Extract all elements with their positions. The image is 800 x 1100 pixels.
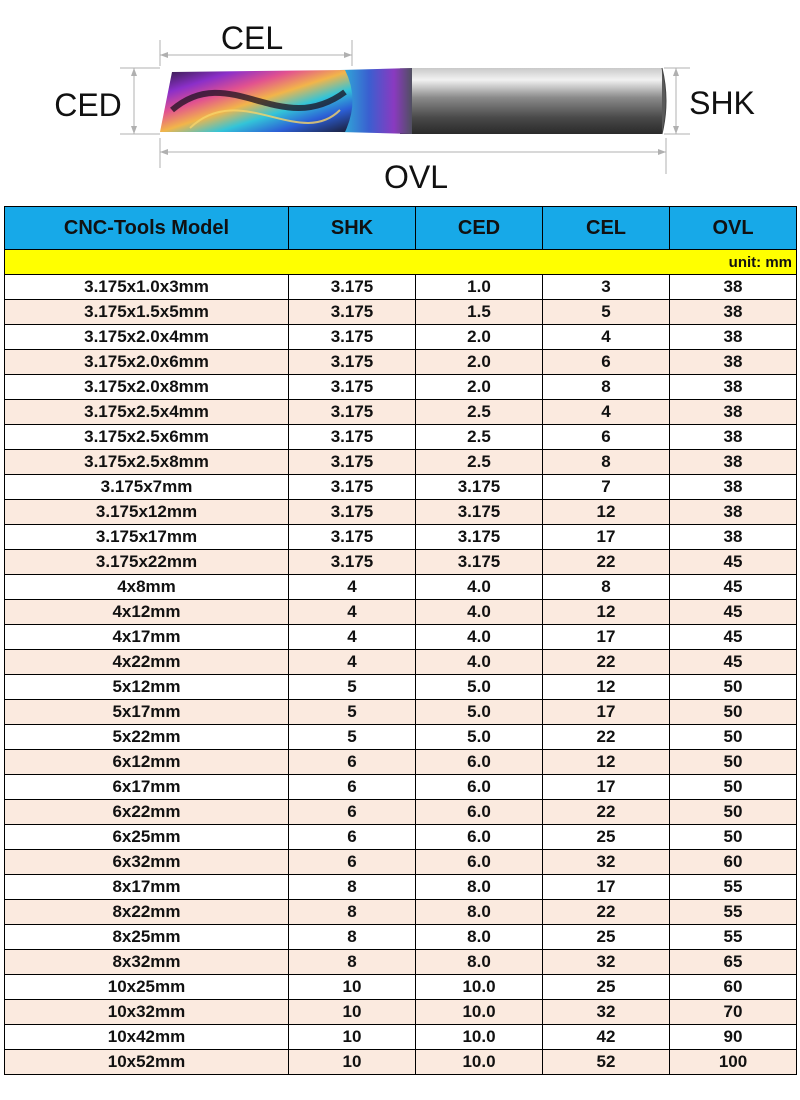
ced-arrow-bottom — [131, 126, 137, 134]
cell-model: 8x32mm — [5, 950, 289, 975]
table-row — [5, 425, 797, 450]
cell-model: 8x22mm — [5, 900, 289, 925]
cell-model: 10x32mm — [5, 1000, 289, 1025]
cell-ced: 2.0 — [416, 375, 543, 400]
col-header-cel: CEL — [543, 207, 670, 250]
table-row — [5, 625, 797, 650]
cell-ovl: 45 — [670, 550, 797, 575]
table-row — [5, 775, 797, 800]
cell-ced: 6.0 — [416, 800, 543, 825]
table-row — [5, 1000, 797, 1025]
header-row — [5, 207, 797, 250]
end-mill-illustration — [160, 68, 666, 134]
cell-shk: 3.175 — [289, 475, 416, 500]
shk-arrow-top — [673, 68, 679, 76]
cell-ovl: 45 — [670, 575, 797, 600]
col-header-ced: CED — [416, 207, 543, 250]
cel-label: CEL — [220, 20, 284, 56]
cell-ced: 8.0 — [416, 900, 543, 925]
cell-ced: 2.0 — [416, 350, 543, 375]
cell-cel: 22 — [543, 900, 670, 925]
cell-cel: 32 — [543, 1000, 670, 1025]
cel-arrow-left — [160, 52, 168, 58]
cell-model: 3.175x1.5x5mm — [5, 300, 289, 325]
cell-shk: 5 — [289, 675, 416, 700]
cell-shk: 10 — [289, 1050, 416, 1075]
cell-ced: 3.175 — [416, 475, 543, 500]
cell-model: 3.175x2.5x8mm — [5, 450, 289, 475]
cell-ced: 6.0 — [416, 825, 543, 850]
cell-cel: 8 — [543, 450, 670, 475]
cell-model: 4x22mm — [5, 650, 289, 675]
table-row — [5, 950, 797, 975]
table-row — [5, 325, 797, 350]
cell-shk: 8 — [289, 925, 416, 950]
table-row — [5, 1050, 797, 1075]
cell-ovl: 38 — [670, 525, 797, 550]
cell-cel: 12 — [543, 600, 670, 625]
cell-model: 3.175x22mm — [5, 550, 289, 575]
cell-shk: 4 — [289, 625, 416, 650]
cell-ovl: 60 — [670, 975, 797, 1000]
cell-model: 6x12mm — [5, 750, 289, 775]
cell-cel: 25 — [543, 925, 670, 950]
cell-cel: 17 — [543, 875, 670, 900]
unit-label: unit: mm — [5, 250, 797, 275]
cell-model: 8x25mm — [5, 925, 289, 950]
cell-cel: 25 — [543, 975, 670, 1000]
cell-cel: 22 — [543, 725, 670, 750]
cell-ced: 2.5 — [416, 400, 543, 425]
table-row — [5, 525, 797, 550]
cell-model: 3.175x2.5x4mm — [5, 400, 289, 425]
table-row — [5, 400, 797, 425]
table-row — [5, 1025, 797, 1050]
ovl-label: OVL — [383, 159, 449, 195]
unit-row — [5, 250, 797, 275]
cell-ovl: 90 — [670, 1025, 797, 1050]
cell-model: 6x32mm — [5, 850, 289, 875]
table-row — [5, 875, 797, 900]
cell-ced: 4.0 — [416, 600, 543, 625]
cell-ovl: 38 — [670, 300, 797, 325]
spec-table — [4, 206, 797, 1075]
cell-cel: 6 — [543, 425, 670, 450]
cell-ced: 5.0 — [416, 725, 543, 750]
cell-cel: 32 — [543, 850, 670, 875]
cell-ovl: 38 — [670, 325, 797, 350]
table-row — [5, 450, 797, 475]
cell-cel: 3 — [543, 275, 670, 300]
cell-ced: 10.0 — [416, 975, 543, 1000]
cell-ovl: 55 — [670, 925, 797, 950]
table-row — [5, 650, 797, 675]
cell-ovl: 60 — [670, 850, 797, 875]
ced-arrow-top — [131, 68, 137, 76]
cell-model: 10x42mm — [5, 1025, 289, 1050]
tool-shank — [400, 68, 662, 134]
table-row — [5, 725, 797, 750]
cell-ovl: 45 — [670, 600, 797, 625]
ced-label: CED — [54, 87, 122, 123]
cell-model: 4x8mm — [5, 575, 289, 600]
cell-shk: 3.175 — [289, 425, 416, 450]
cell-ovl: 50 — [670, 725, 797, 750]
cell-model: 5x12mm — [5, 675, 289, 700]
cell-cel: 25 — [543, 825, 670, 850]
cell-ced: 4.0 — [416, 625, 543, 650]
cell-ovl: 38 — [670, 500, 797, 525]
cell-ced: 5.0 — [416, 675, 543, 700]
cell-shk: 6 — [289, 800, 416, 825]
spec-table-body — [5, 275, 797, 1075]
table-row — [5, 700, 797, 725]
cell-cel: 17 — [543, 700, 670, 725]
cell-cel: 4 — [543, 325, 670, 350]
cell-shk: 10 — [289, 1000, 416, 1025]
table-row — [5, 375, 797, 400]
cell-ced: 6.0 — [416, 775, 543, 800]
cell-ced: 2.0 — [416, 325, 543, 350]
cell-cel: 32 — [543, 950, 670, 975]
cell-shk: 4 — [289, 600, 416, 625]
cell-shk: 6 — [289, 750, 416, 775]
cell-model: 3.175x2.5x6mm — [5, 425, 289, 450]
cell-cel: 22 — [543, 550, 670, 575]
table-row — [5, 500, 797, 525]
cell-cel: 17 — [543, 625, 670, 650]
cell-model: 10x52mm — [5, 1050, 289, 1075]
cell-ovl: 100 — [670, 1050, 797, 1075]
cell-ced: 1.0 — [416, 275, 543, 300]
cell-ovl: 38 — [670, 475, 797, 500]
cell-cel: 6 — [543, 350, 670, 375]
cell-model: 3.175x2.0x8mm — [5, 375, 289, 400]
cell-model: 3.175x7mm — [5, 475, 289, 500]
cell-ced: 10.0 — [416, 1050, 543, 1075]
cell-cel: 4 — [543, 400, 670, 425]
cell-shk: 10 — [289, 1025, 416, 1050]
cell-shk: 4 — [289, 650, 416, 675]
table-row — [5, 550, 797, 575]
cell-model: 6x22mm — [5, 800, 289, 825]
cell-cel: 17 — [543, 525, 670, 550]
cell-ovl: 50 — [670, 700, 797, 725]
cell-cel: 17 — [543, 775, 670, 800]
table-row — [5, 850, 797, 875]
table-row — [5, 300, 797, 325]
table-row — [5, 600, 797, 625]
cell-shk: 3.175 — [289, 400, 416, 425]
cell-shk: 3.175 — [289, 450, 416, 475]
cell-ovl: 50 — [670, 825, 797, 850]
table-row — [5, 575, 797, 600]
cell-ced: 3.175 — [416, 550, 543, 575]
cell-ovl: 38 — [670, 375, 797, 400]
table-row — [5, 975, 797, 1000]
cell-ovl: 55 — [670, 875, 797, 900]
cell-shk: 3.175 — [289, 325, 416, 350]
cell-ced: 8.0 — [416, 950, 543, 975]
cell-shk: 3.175 — [289, 550, 416, 575]
cell-model: 3.175x12mm — [5, 500, 289, 525]
cell-ovl: 38 — [670, 450, 797, 475]
cell-cel: 52 — [543, 1050, 670, 1075]
table-row — [5, 825, 797, 850]
cell-model: 5x22mm — [5, 725, 289, 750]
cell-cel: 12 — [543, 500, 670, 525]
cell-shk: 3.175 — [289, 350, 416, 375]
cell-shk: 3.175 — [289, 375, 416, 400]
table-row — [5, 800, 797, 825]
table-row — [5, 275, 797, 300]
cell-ced: 3.175 — [416, 525, 543, 550]
shk-label: SHK — [689, 85, 755, 121]
cell-ovl: 38 — [670, 400, 797, 425]
ovl-arrow-right — [658, 149, 666, 155]
cell-shk: 3.175 — [289, 300, 416, 325]
cel-arrow-right — [344, 52, 352, 58]
table-row — [5, 350, 797, 375]
cell-shk: 5 — [289, 725, 416, 750]
cell-model: 4x17mm — [5, 625, 289, 650]
cell-cel: 8 — [543, 575, 670, 600]
col-header-shk: SHK — [289, 207, 416, 250]
cell-model: 6x17mm — [5, 775, 289, 800]
cell-ced: 6.0 — [416, 850, 543, 875]
cell-ced: 2.5 — [416, 425, 543, 450]
cell-shk: 3.175 — [289, 275, 416, 300]
col-header-model: CNC-Tools Model — [5, 207, 289, 250]
cell-ovl: 70 — [670, 1000, 797, 1025]
cell-model: 10x25mm — [5, 975, 289, 1000]
cell-ced: 6.0 — [416, 750, 543, 775]
cell-model: 4x12mm — [5, 600, 289, 625]
cell-ovl: 38 — [670, 275, 797, 300]
cell-model: 3.175x1.0x3mm — [5, 275, 289, 300]
cell-ced: 10.0 — [416, 1025, 543, 1050]
cell-shk: 6 — [289, 825, 416, 850]
cell-cel: 42 — [543, 1025, 670, 1050]
cell-ced: 2.5 — [416, 450, 543, 475]
cell-shk: 8 — [289, 950, 416, 975]
cell-ced: 4.0 — [416, 650, 543, 675]
cell-ovl: 45 — [670, 625, 797, 650]
table-row — [5, 925, 797, 950]
cell-ovl: 50 — [670, 800, 797, 825]
table-row — [5, 475, 797, 500]
cell-shk: 8 — [289, 875, 416, 900]
cell-ced: 4.0 — [416, 575, 543, 600]
cell-cel: 5 — [543, 300, 670, 325]
cell-model: 3.175x2.0x4mm — [5, 325, 289, 350]
cell-ced: 1.5 — [416, 300, 543, 325]
table-row — [5, 900, 797, 925]
table-row — [5, 675, 797, 700]
cell-shk: 4 — [289, 575, 416, 600]
cell-ced: 5.0 — [416, 700, 543, 725]
cell-cel: 22 — [543, 800, 670, 825]
cell-model: 3.175x17mm — [5, 525, 289, 550]
cell-shk: 5 — [289, 700, 416, 725]
cell-ovl: 38 — [670, 350, 797, 375]
cell-ovl: 55 — [670, 900, 797, 925]
cell-ced: 8.0 — [416, 925, 543, 950]
cell-shk: 6 — [289, 850, 416, 875]
cell-cel: 12 — [543, 675, 670, 700]
cell-ced: 3.175 — [416, 500, 543, 525]
cell-shk: 3.175 — [289, 500, 416, 525]
cell-model: 3.175x2.0x6mm — [5, 350, 289, 375]
col-header-ovl: OVL — [670, 207, 797, 250]
table-row — [5, 750, 797, 775]
cell-model: 6x25mm — [5, 825, 289, 850]
cell-ovl: 50 — [670, 775, 797, 800]
cell-ovl: 50 — [670, 675, 797, 700]
cell-cel: 7 — [543, 475, 670, 500]
cell-model: 5x17mm — [5, 700, 289, 725]
cell-cel: 12 — [543, 750, 670, 775]
cell-shk: 6 — [289, 775, 416, 800]
cell-ovl: 38 — [670, 425, 797, 450]
cell-ced: 10.0 — [416, 1000, 543, 1025]
shk-arrow-bottom — [673, 126, 679, 134]
tool-shank-end — [662, 68, 666, 134]
cell-shk: 8 — [289, 900, 416, 925]
cell-ovl: 45 — [670, 650, 797, 675]
ovl-arrow-left — [160, 149, 168, 155]
cell-model: 8x17mm — [5, 875, 289, 900]
cell-ovl: 50 — [670, 750, 797, 775]
cell-ced: 8.0 — [416, 875, 543, 900]
cell-cel: 8 — [543, 375, 670, 400]
cell-shk: 10 — [289, 975, 416, 1000]
cell-shk: 3.175 — [289, 525, 416, 550]
end-mill-dimension-diagram — [0, 0, 800, 200]
cell-cel: 22 — [543, 650, 670, 675]
cell-ovl: 65 — [670, 950, 797, 975]
